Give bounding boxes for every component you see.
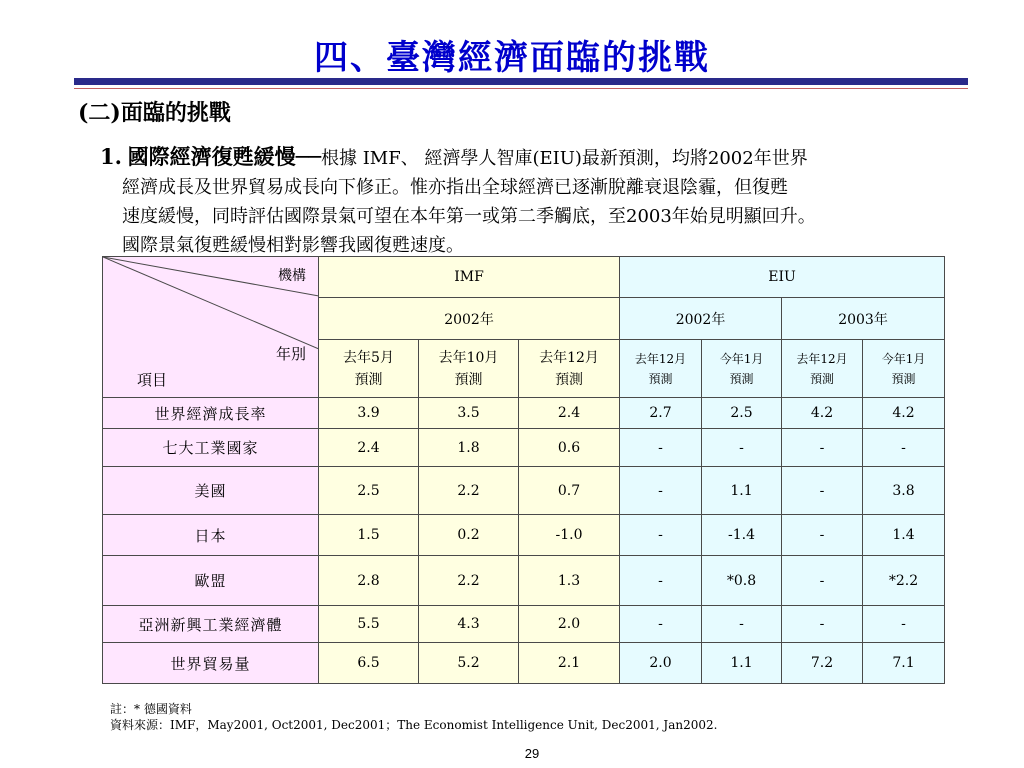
table-cell: 1.3	[519, 556, 620, 606]
table-cell: 0.2	[419, 515, 519, 556]
table-cell: 1.4	[863, 515, 945, 556]
table-cell: 5.5	[319, 606, 419, 643]
table-cell: -	[620, 606, 702, 643]
table-cell: -	[863, 606, 945, 643]
table-cell: 5.2	[419, 643, 519, 684]
row-label: 世界經濟成長率	[103, 398, 319, 429]
row-label: 世界貿易量	[103, 643, 319, 684]
row-label: 日本	[103, 515, 319, 556]
table-cell: *0.8	[702, 556, 782, 606]
page-number: 29	[524, 746, 540, 761]
table-cell: -1.4	[702, 515, 782, 556]
paragraph-text-1: 根據 IMF、 經濟學人智庫(EIU)最新預測，均將2002年世界	[320, 148, 808, 169]
column-header-line1: 今年1月	[719, 351, 764, 366]
corner-item-label: 項目	[137, 371, 168, 389]
column-header-line1: 今年1月	[881, 351, 926, 366]
row-label: 美國	[103, 467, 319, 515]
table-corner-cell	[103, 257, 319, 398]
table-cell: 2.1	[519, 643, 620, 684]
row-label: 歐盟	[103, 556, 319, 606]
table-cell: 1.5	[319, 515, 419, 556]
column-header-line1: 去年10月	[438, 349, 499, 366]
table-cell: 2.7	[620, 398, 702, 429]
column-header-line2: 預測	[354, 371, 383, 388]
table-cell: *2.2	[863, 556, 945, 606]
corner-institution-label: 機構	[278, 268, 306, 284]
table-cell: -	[782, 556, 863, 606]
source-note: 資料來源：IMF，May2001, Oct2001, Dec2001；The Economist Intelligence Unit, Dec2001, Jan2002.	[110, 718, 718, 732]
column-header	[419, 340, 519, 398]
footnote: 註：* 德國資料	[110, 702, 192, 716]
table-row	[103, 467, 945, 515]
section-subtitle: (二)面臨的挑戰	[78, 100, 231, 126]
table-cell: 6.5	[319, 643, 419, 684]
paragraph-line-2: 經濟成長及世界貿易成長向下修正。惟亦指出全球經濟已逐漸脫離衰退陰霾，但復甦	[122, 177, 788, 198]
table-row	[103, 643, 945, 684]
table-cell: 2.2	[419, 556, 519, 606]
paragraph-line-1	[100, 142, 1000, 173]
table-row	[103, 556, 945, 606]
group-header-imf: IMF	[319, 257, 620, 298]
table-cell: 3.8	[863, 467, 945, 515]
table-cell: 1.1	[702, 467, 782, 515]
table-cell: 4.2	[782, 398, 863, 429]
paragraph-heading: 國際經濟復甦緩慢──	[127, 144, 321, 169]
paragraph-line-4: 國際景氣復甦緩慢相對影響我國復甦速度。	[122, 235, 464, 256]
year-header-eiu-2002: 2002年	[620, 298, 782, 340]
column-header-line2: 預測	[454, 371, 483, 388]
table-cell: 2.0	[620, 643, 702, 684]
table-row	[103, 515, 945, 556]
group-header-eiu: EIU	[620, 257, 945, 298]
paragraph-line-3: 速度緩慢，同時評估國際景氣可望在本年第一或第二季觸底，至2003年始見明顯回升。	[122, 206, 816, 227]
table-cell: 2.2	[419, 467, 519, 515]
column-header	[863, 340, 945, 398]
table-cell: -	[702, 429, 782, 467]
table-row	[103, 429, 945, 467]
table-cell: -	[620, 429, 702, 467]
column-header-line2: 預測	[648, 371, 673, 386]
table-cell: -	[782, 515, 863, 556]
table-cell: -	[702, 606, 782, 643]
column-header-line1: 去年5月	[343, 349, 394, 366]
row-label: 七大工業國家	[103, 429, 319, 467]
table-cell: 2.5	[319, 467, 419, 515]
table-cell: -	[782, 429, 863, 467]
column-header-line2: 預測	[810, 371, 835, 386]
column-header	[782, 340, 863, 398]
table-cell: 2.0	[519, 606, 620, 643]
forecast-table	[102, 256, 945, 684]
year-header-eiu-2003: 2003年	[782, 298, 945, 340]
paragraph	[100, 142, 1000, 260]
table-cell: -1.0	[519, 515, 620, 556]
corner-year-label: 年別	[275, 345, 306, 363]
table-cell: 2.5	[702, 398, 782, 429]
column-header	[702, 340, 782, 398]
page-title: 四、臺灣經濟面臨的挑戰	[314, 38, 710, 78]
table-cell: 0.6	[519, 429, 620, 467]
table-cell: -	[620, 467, 702, 515]
table-cell: 3.5	[419, 398, 519, 429]
column-header-line1: 去年12月	[539, 349, 599, 366]
table-cell: -	[620, 515, 702, 556]
year-header-imf-2002: 2002年	[319, 298, 620, 340]
row-label: 亞洲新興工業經濟體	[103, 606, 319, 643]
table-cell: -	[782, 606, 863, 643]
table-cell: -	[863, 429, 945, 467]
table-cell: 1.8	[419, 429, 519, 467]
title-rule-thin	[74, 88, 968, 89]
table-row	[103, 398, 945, 429]
table-cell: 2.4	[319, 429, 419, 467]
column-header-line2: 預測	[891, 371, 916, 386]
table-cell: 2.8	[319, 556, 419, 606]
column-header-line2: 預測	[555, 371, 584, 388]
table-cell: 0.7	[519, 467, 620, 515]
table-cell: -	[620, 556, 702, 606]
paragraph-number: 1.	[100, 144, 122, 169]
column-header-line2: 預測	[729, 371, 754, 386]
table-cell: 4.3	[419, 606, 519, 643]
table-cell: -	[782, 467, 863, 515]
table-cell: 7.1	[863, 643, 945, 684]
table-cell: 3.9	[319, 398, 419, 429]
column-header-line1: 去年12月	[634, 351, 687, 366]
table-cell: 1.1	[702, 643, 782, 684]
column-header	[519, 340, 620, 398]
table-cell: 7.2	[782, 643, 863, 684]
column-header	[620, 340, 702, 398]
table-cell: 4.2	[863, 398, 945, 429]
column-header-line1: 去年12月	[796, 351, 848, 366]
table-row	[103, 606, 945, 643]
title-rule	[74, 78, 968, 85]
table-cell: 2.4	[519, 398, 620, 429]
column-header	[319, 340, 419, 398]
